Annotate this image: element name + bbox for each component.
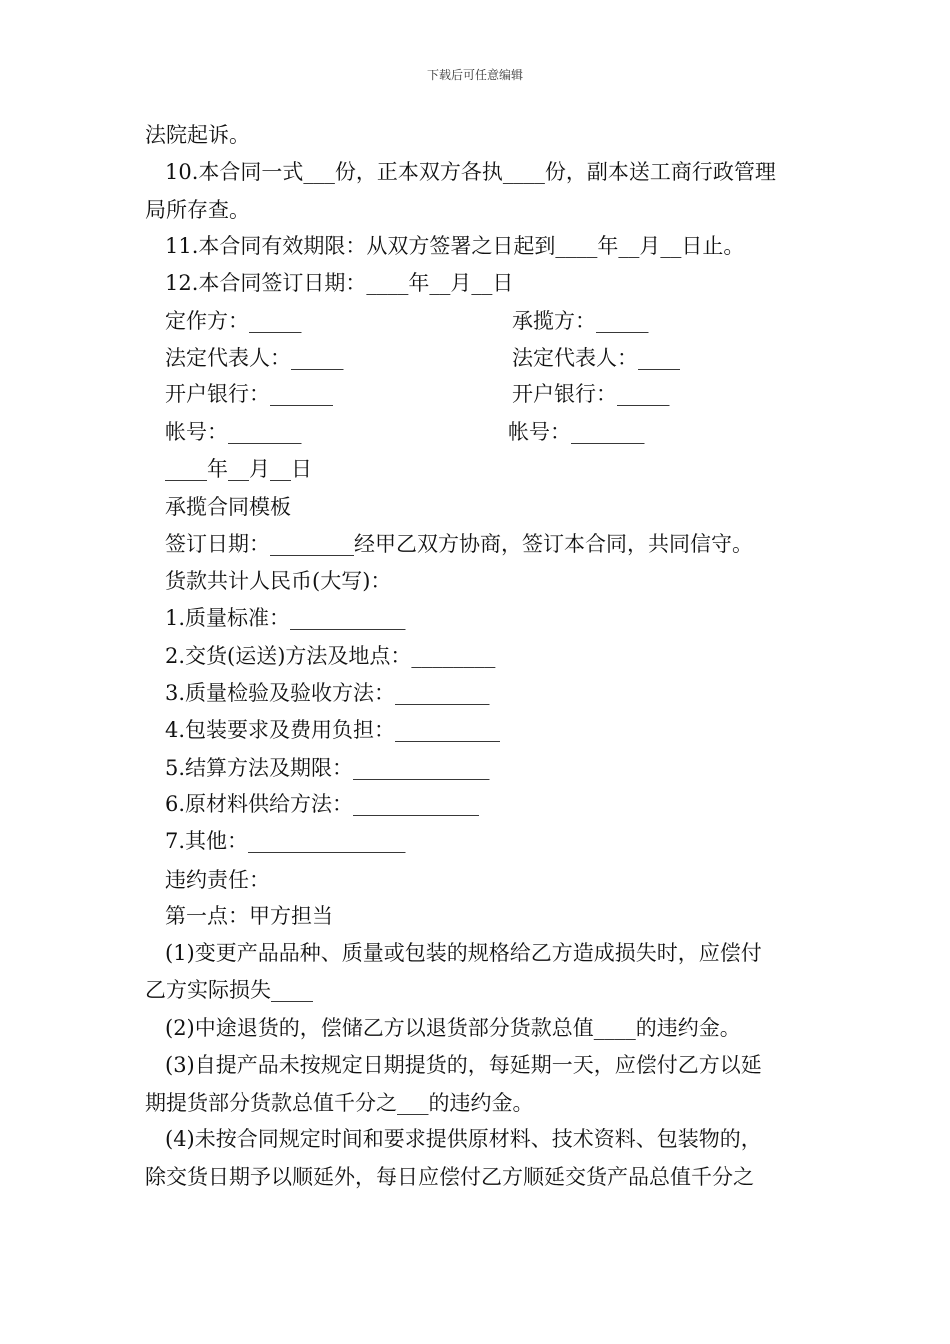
signature-right-line: 帐号：_______ bbox=[508, 420, 645, 444]
text-line: 第一点：甲方担当 bbox=[165, 904, 333, 928]
text-line: 违约责任： bbox=[165, 868, 270, 892]
text-line: 法院起诉。 bbox=[145, 123, 250, 147]
signature-right-line: 承揽方：_____ bbox=[512, 309, 649, 333]
text-line: 11.本合同有效期限：从双方签署之日起到____年__月__日止。 bbox=[165, 234, 745, 258]
text-line: 乙方实际损失____ bbox=[145, 978, 313, 1002]
text-line: 1.质量标准：___________ bbox=[165, 606, 406, 630]
signature-left-line: 定作方：_____ bbox=[165, 309, 302, 333]
text-line: 10.本合同一式___份，正本双方各执____份，副本送工商行政管理 bbox=[165, 160, 776, 184]
text-line: 6.原材料供给方法：____________ bbox=[165, 792, 480, 816]
signature-right-line: 法定代表人：____ bbox=[512, 346, 680, 370]
text-line: (2)中途退货的，偿储乙方以退货部分货款总值____的违约金。 bbox=[165, 1016, 741, 1040]
text-line: ____年__月__日 bbox=[165, 457, 312, 481]
signature-right-line: 开户银行：_____ bbox=[512, 382, 670, 406]
text-line: 2.交货(运送)方法及地点：________ bbox=[165, 644, 496, 668]
signature-left-line: 帐号：_______ bbox=[165, 420, 302, 444]
text-line: (3)自提产品未按规定日期提货的，每延期一天，应偿付乙方以延 bbox=[165, 1053, 762, 1077]
text-line: 除交货日期予以顺延外，每日应偿付乙方顺延交货产品总值千分之 bbox=[145, 1165, 754, 1189]
text-line: 签订日期：________经甲乙双方协商，签订本合同，共同信守。 bbox=[165, 532, 753, 556]
text-line: 4.包装要求及费用负担：__________ bbox=[165, 718, 501, 742]
text-line: 5.结算方法及期限：_____________ bbox=[165, 756, 490, 780]
text-line: (1)变更产品品种、质量或包装的规格给乙方造成损失时，应偿付 bbox=[165, 941, 762, 965]
text-line: (4)未按合同规定时间和要求提供原材料、技术资料、包装物的， bbox=[165, 1127, 762, 1151]
text-line: 货款共计人民币(大写)： bbox=[165, 569, 392, 593]
signature-left-line: 开户银行：______ bbox=[165, 382, 333, 406]
signature-left-line: 法定代表人：_____ bbox=[165, 346, 344, 370]
page-header: 下载后可任意编辑 bbox=[426, 68, 523, 82]
text-line: 12.本合同签订日期：____年__月__日 bbox=[165, 271, 514, 295]
text-line: 承揽合同模板 bbox=[165, 495, 291, 519]
text-line: 期提货部分货款总值千分之___的违约金。 bbox=[145, 1091, 534, 1115]
text-line: 3.质量检验及验收方法：_________ bbox=[165, 681, 490, 705]
text-line: 7.其他：_______________ bbox=[165, 829, 406, 853]
text-line: 局所存查。 bbox=[145, 198, 250, 222]
